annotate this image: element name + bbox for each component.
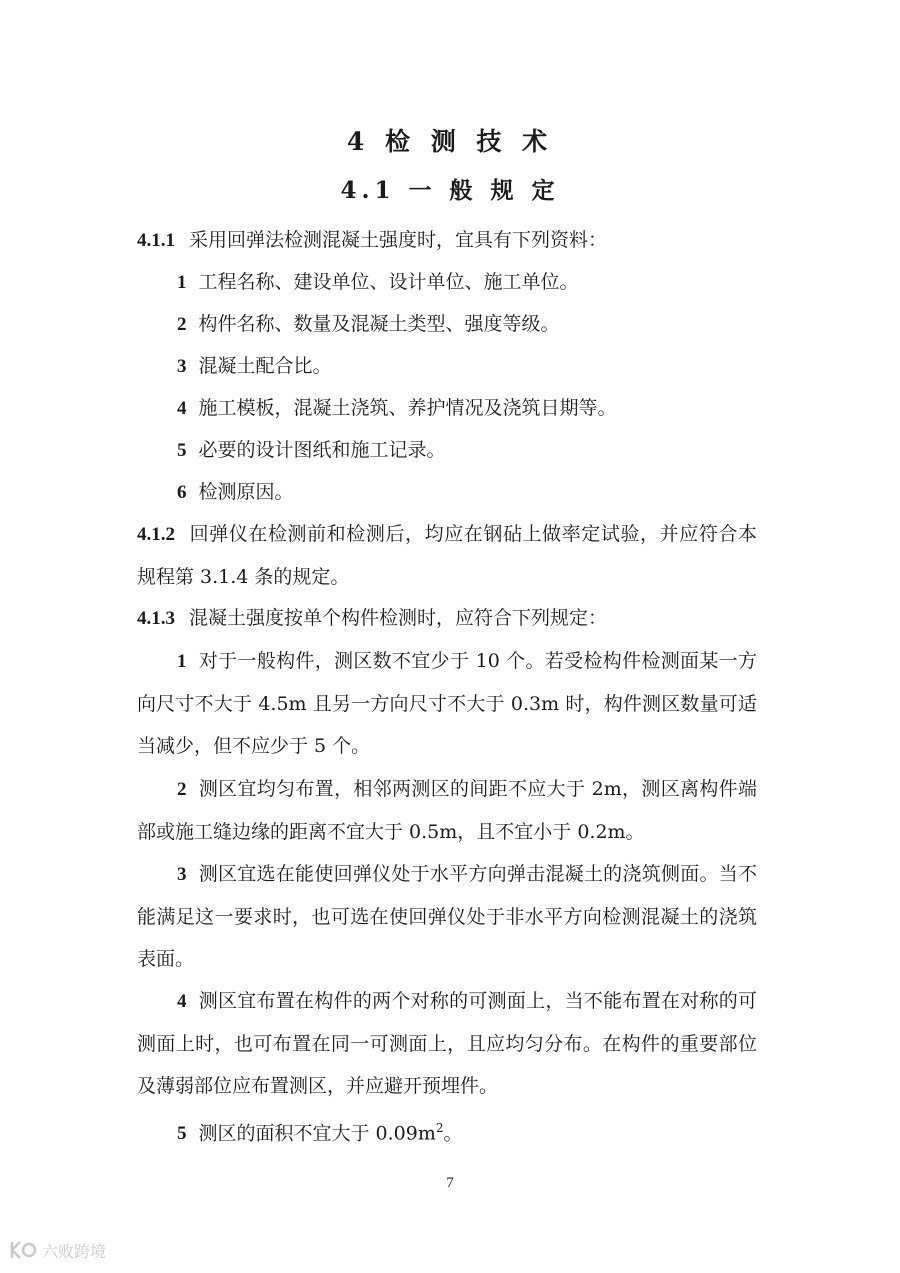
list-item: [137, 768, 757, 853]
list-item: [177, 387, 757, 430]
list-item: [137, 640, 757, 767]
item-number: 2: [177, 314, 187, 335]
watermark: [8, 1238, 106, 1262]
list-item: [137, 853, 757, 980]
watermark-text: 六败跨境: [42, 1241, 107, 1261]
clause-4-1-2: [137, 513, 757, 598]
item-number: 6: [177, 482, 187, 503]
section-title: 4.1 一 般 规 定: [340, 177, 560, 204]
item-text: 施工模板，混凝土浇筑、养护情况及浇筑日期等。: [198, 397, 617, 419]
item-text: 测区的面积不宜大于 0.09m: [198, 1122, 436, 1145]
item-number: 2: [177, 779, 187, 800]
clause-text: 采用回弹法检测混凝土强度时，宜具有下列资料：: [189, 229, 608, 251]
clause-text: 回弹仪在检测前和检测后，均应在钢砧上做率定试验，并应符合本规程第 3.1.4 条的规定。: [137, 523, 757, 588]
item-text: 测区宜均匀布置，相邻两测区的间距不应大于 2m，测区离构件端部或施工缝边缘的距离不宜大于 0.5m，且不宜小于 0.2m。: [137, 778, 757, 843]
item-number: 5: [177, 1123, 187, 1145]
list-item: [137, 1107, 757, 1155]
list-item: [177, 303, 757, 346]
item-text: 对于一般构件，测区数不宜少于 10 个。若受检构件检测面某一方向尺寸不大于 4.5m 且另一方向尺寸不大于 0.3m 时，构件测区数量可适当减少，但不应少于 5 个。: [137, 650, 757, 757]
watermark-logo-icon: [8, 1238, 38, 1262]
clause-4-1-1: [137, 219, 757, 262]
item-number: 3: [177, 356, 187, 377]
superscript: 2: [435, 1121, 444, 1135]
clause-number: 4.1.1: [137, 230, 175, 251]
item-number: 4: [177, 398, 187, 419]
list-item: [137, 980, 757, 1107]
item-text-tail: 。: [443, 1122, 463, 1145]
clause-text: 混凝土强度按单个构件检测时，应符合下列规定：: [189, 607, 608, 629]
item-number: 1: [177, 651, 187, 672]
item-number: 4: [177, 991, 187, 1012]
item-text: 测区宜布置在构件的两个对称的可测面上，当不能布置在对称的可测面上时，也可布置在同一可测面上，且应均匀分布。在构件的重要部位及薄弱部位应布置测区，并应避开预埋件。: [137, 990, 757, 1097]
chapter-title: 4 检 测 技 术: [346, 127, 554, 156]
clause-number: 4.1.3: [137, 608, 175, 629]
list-item: [177, 345, 757, 388]
clause-number: 4.1.2: [137, 524, 175, 545]
page-number: 7: [446, 1175, 454, 1191]
item-number: 3: [177, 864, 187, 885]
item-number: 5: [177, 440, 187, 461]
item-text: 必要的设计图纸和施工记录。: [198, 439, 446, 461]
list-item: [177, 261, 757, 304]
item-text: 构件名称、数量及混凝土类型、强度等级。: [198, 313, 560, 335]
item-text: 测区宜选在能使回弹仪处于水平方向弹击混凝土的浇筑侧面。当不能满足这一要求时，也可选在使回弹仪处于非水平方向检测混凝土的浇筑表面。: [137, 863, 757, 970]
list-item: [177, 429, 757, 472]
item-text: 检测原因。: [198, 481, 294, 503]
clause-4-1-3: [137, 597, 757, 640]
item-number: 1: [177, 272, 187, 293]
item-text: 混凝土配合比。: [198, 355, 332, 377]
list-item: [177, 471, 757, 514]
item-text: 工程名称、建设单位、设计单位、施工单位。: [198, 271, 579, 293]
